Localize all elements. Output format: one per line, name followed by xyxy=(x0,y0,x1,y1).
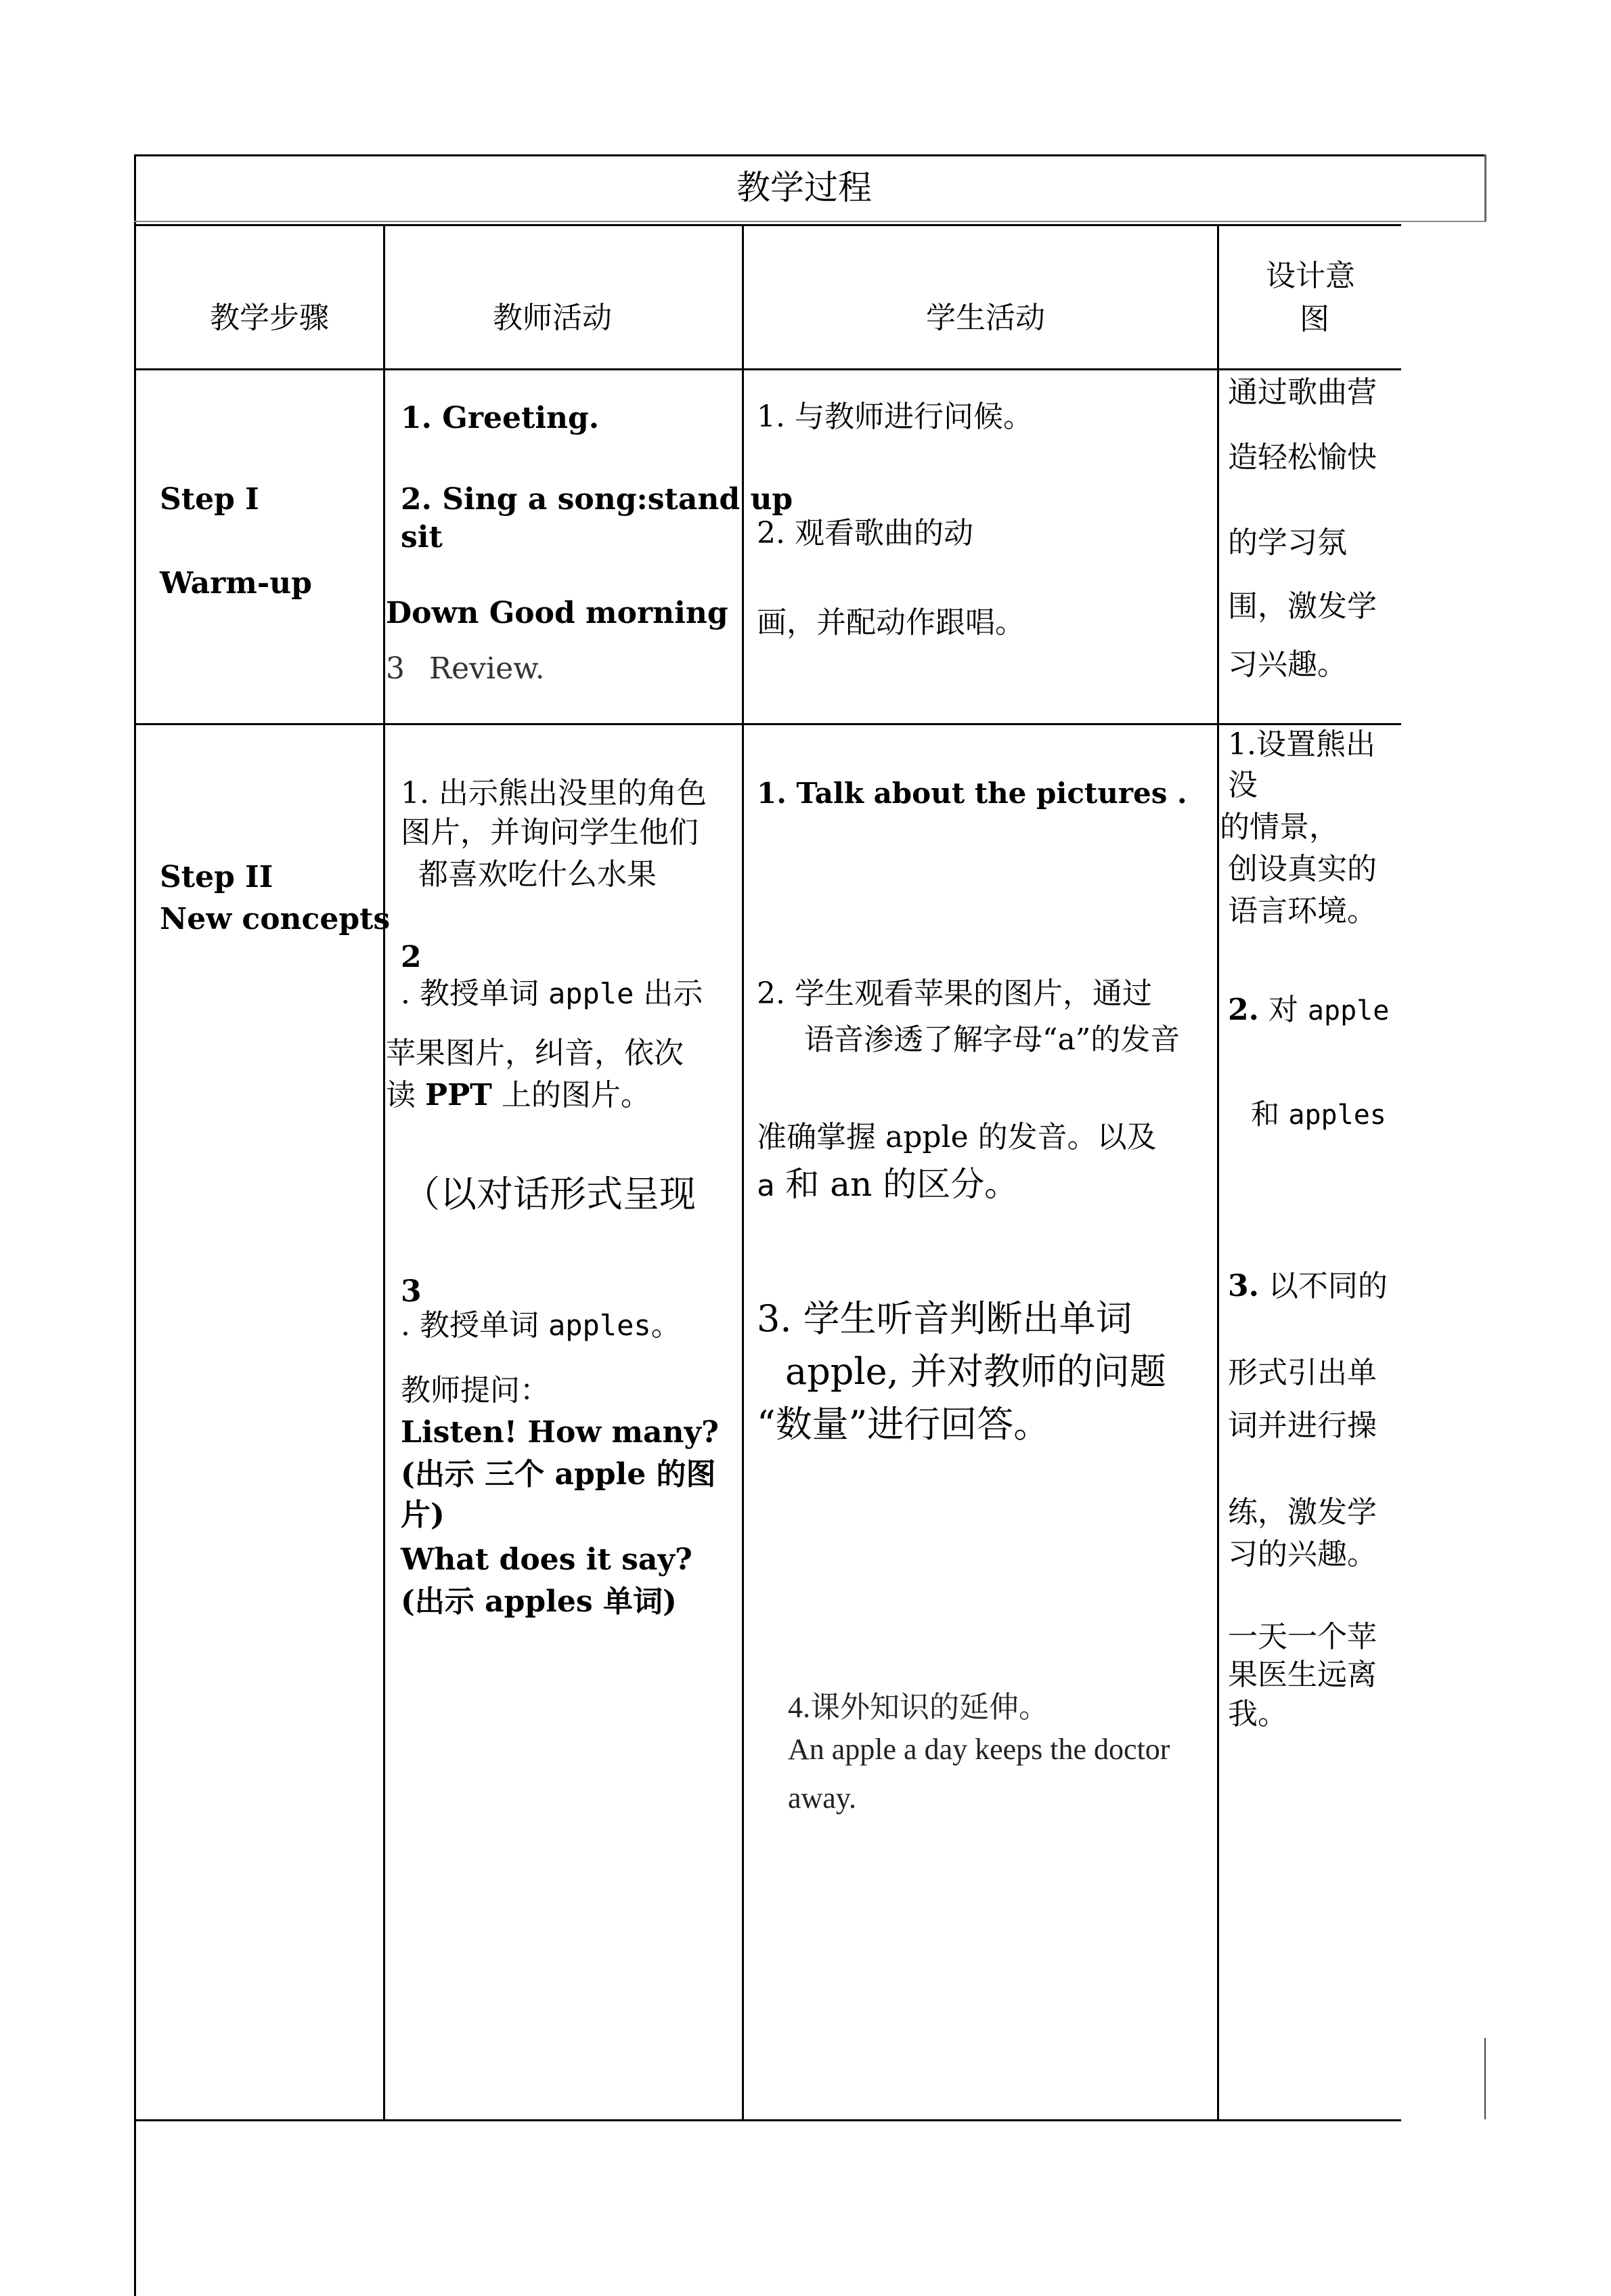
step2-teacher-c4-word: apple xyxy=(554,1457,646,1492)
step2-design-c4: 练，激发学 xyxy=(1228,1495,1377,1530)
header-teacher: 教师活动 xyxy=(493,301,612,335)
step2-design-a3: 的情景， xyxy=(1220,810,1339,844)
step2-teacher-b1 xyxy=(401,975,703,1012)
step2-design-c1-text: 以不同的 xyxy=(1258,1269,1388,1303)
step2-design-c1 xyxy=(1228,1268,1388,1305)
step2-teacher-c7-word: apples xyxy=(485,1584,593,1619)
step1-teacher-line2: 2. Sing a song:stand up xyxy=(401,482,793,517)
step1-student-line3: 画，并配动作跟唱。 xyxy=(757,605,1025,640)
step2-design-a4: 创设真实的 xyxy=(1228,852,1377,886)
step2-teacher-c4-post: 的图 xyxy=(646,1457,716,1492)
step2-teacher-c1-post: 。 xyxy=(650,1308,681,1343)
step1-design-line4: 围，激发学 xyxy=(1228,589,1377,624)
step1-design-line2: 造轻松愉快 xyxy=(1228,440,1377,475)
step2-teacher-c-num: 3 xyxy=(401,1274,422,1309)
title-left-border xyxy=(134,154,136,226)
step2-teacher-b1-pre: . 教授单词 xyxy=(401,976,548,1011)
step2-student-d1: 4.课外知识的延伸。 xyxy=(788,1691,1049,1724)
header-student: 学生活动 xyxy=(926,301,1045,335)
step2-design-d2: 果医生远离 xyxy=(1228,1658,1377,1692)
step2-design-b2 xyxy=(1251,1097,1386,1133)
row1-bottom-border xyxy=(134,723,1401,725)
step2-student-b2: 语音渗透了解字母“a”的发音 xyxy=(804,1022,1180,1057)
title-bottom-border xyxy=(134,221,1486,222)
step2-student-d3: away. xyxy=(788,1781,856,1815)
step2-student-b4-text: 和 an 的区分。 xyxy=(774,1165,1019,1204)
step2-teacher-c6: What does it say? xyxy=(401,1542,692,1577)
step2-teacher-a3: 都喜欢吃什么水果 xyxy=(418,857,657,892)
step2-design-c5: 习的兴趣。 xyxy=(1228,1537,1377,1572)
header-design-line2: 图 xyxy=(1300,302,1329,337)
step2-teacher-a1: 1. 出示熊出没里的角色 xyxy=(401,776,707,810)
step1-student-line1: 1. 与教师进行问候。 xyxy=(757,399,1033,434)
step1-design-line1: 通过歌曲营 xyxy=(1228,375,1377,410)
step1-design-line5: 习兴趣。 xyxy=(1228,647,1347,682)
right-margin-line xyxy=(1484,2038,1486,2119)
step2-teacher-c1-pre: . 教授单词 xyxy=(401,1308,548,1343)
step2-design-b1 xyxy=(1228,991,1389,1028)
header-top-border xyxy=(134,224,1401,226)
step2-design-c3: 词并进行操 xyxy=(1228,1408,1377,1443)
col-border-3 xyxy=(1217,224,1219,2121)
step1-teacher-line5-text: Review. xyxy=(429,651,545,686)
step2-design-a1: 1.设置熊出 xyxy=(1228,727,1375,762)
step2-design-d1: 一天一个苹 xyxy=(1228,1620,1377,1654)
step2-design-a2: 没 xyxy=(1228,768,1258,802)
step2-teacher-b3 xyxy=(386,1077,650,1114)
title-top-border xyxy=(134,154,1486,156)
step2-design-b1-text: 对 xyxy=(1258,993,1308,1027)
step2-student-b1: 2. 学生观看苹果的图片，通过 xyxy=(757,976,1152,1011)
header-step: 教学步骤 xyxy=(210,301,329,335)
step2-teacher-b3-post: 上的图片。 xyxy=(491,1078,650,1112)
step2-sublabel: New concepts xyxy=(160,902,391,936)
col-border-1 xyxy=(383,224,385,2121)
step1-teacher-line3: sit xyxy=(401,520,443,555)
step2-student-c2: apple, 并对教师的问题 xyxy=(785,1350,1166,1393)
step2-design-b1-word: apple xyxy=(1307,995,1390,1026)
header-bottom-border xyxy=(134,368,1401,370)
step2-teacher-b2: 苹果图片，纠音，依次 xyxy=(386,1036,684,1070)
step2-teacher-b1-post: 出示 xyxy=(634,976,703,1011)
step2-teacher-c4 xyxy=(401,1456,716,1493)
step2-teacher-c5: 片) xyxy=(401,1498,445,1532)
step1-teacher-line4: Down Good morning xyxy=(386,596,728,630)
step2-teacher-b3-ppt: PPT xyxy=(425,1078,492,1112)
step2-teacher-c7-pre: (出示 xyxy=(401,1584,485,1619)
step2-teacher-c1-word: apples xyxy=(548,1309,651,1342)
step1-label: Step I xyxy=(160,482,259,517)
step2-teacher-c3: Listen! How many? xyxy=(401,1415,719,1450)
step2-teacher-b4: （以对话形式呈现 xyxy=(403,1173,696,1215)
step2-teacher-c7-post: 单词) xyxy=(592,1584,677,1619)
step1-teacher-line5-num: 3 xyxy=(386,651,405,686)
step2-design-c1-num: 3. xyxy=(1228,1269,1259,1303)
step2-design-d3: 我。 xyxy=(1228,1697,1287,1731)
step2-design-c2: 形式引出单 xyxy=(1228,1356,1377,1390)
col-border-left xyxy=(134,224,136,2296)
step2-design-b1-num: 2. xyxy=(1228,993,1259,1027)
step2-design-a5: 语言环境。 xyxy=(1228,894,1377,928)
step2-student-c1: 3. 学生听音判断出单词 xyxy=(757,1297,1132,1340)
title-right-border xyxy=(1484,154,1486,222)
step2-teacher-c7 xyxy=(401,1583,677,1620)
step1-teacher-line1: 1. Greeting. xyxy=(401,401,600,435)
step2-teacher-c2: 教师提问： xyxy=(401,1373,550,1408)
step2-student-c3: “数量”进行回答。 xyxy=(757,1403,1051,1446)
step1-sublabel: Warm-up xyxy=(160,566,312,601)
step2-student-b4 xyxy=(757,1163,1018,1206)
step2-design-b2-text: 和 xyxy=(1251,1098,1289,1131)
page-title: 教学过程 xyxy=(736,168,872,207)
step2-student-b3: 准确掌握 apple 的发音。以及 xyxy=(757,1120,1157,1154)
step2-student-d2: An apple a day keeps the doctor xyxy=(788,1733,1170,1766)
step2-student-a1: 1. Talk about the pictures . xyxy=(757,777,1187,810)
step2-design-b2-word: apples xyxy=(1288,1100,1386,1131)
step2-teacher-a2: 图片，并询问学生他们 xyxy=(401,815,699,850)
table-bottom-border xyxy=(134,2119,1401,2121)
step2-label: Step II xyxy=(160,860,273,894)
step2-teacher-b-num: 2 xyxy=(401,940,422,974)
step2-teacher-c1 xyxy=(401,1307,681,1344)
header-design-line1: 设计意 xyxy=(1266,259,1355,293)
step2-teacher-c4-pre: (出示 三个 xyxy=(401,1457,555,1492)
step2-teacher-b1-word: apple xyxy=(548,977,634,1010)
step1-student-line2: 2. 观看歌曲的动 xyxy=(757,516,973,550)
step1-design-line3: 的学习氛 xyxy=(1228,525,1347,560)
step2-student-b4-a: a xyxy=(757,1169,775,1203)
step2-teacher-b3-pre: 读 xyxy=(386,1078,425,1112)
